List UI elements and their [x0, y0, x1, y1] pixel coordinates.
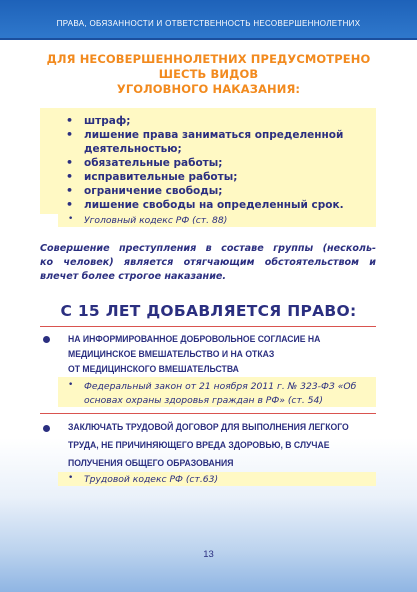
bullet-dot: [43, 425, 50, 432]
federal-law-reference-line-2: основах охраны здоровья граждан в РФ» (ст. 54): [84, 395, 323, 406]
bullet-dot: •: [66, 156, 74, 169]
labor-code-reference: Трудовой кодекс РФ (ст.63): [84, 474, 219, 485]
right-labor-contract-line-2: ТРУДА, НЕ ПРИЧИНЯЮЩЕГО ВРЕДА ЗДОРОВЬЮ, В СЛУЧАЕ: [68, 440, 330, 450]
punishment-deprivation-right-cont: деятельностью;: [84, 143, 182, 155]
punishment-imprisonment: лишение свободы на определенный срок.: [84, 199, 344, 211]
punishment-deprivation-right: лишение права заниматься определенной: [84, 129, 344, 141]
bullet-dot: •: [68, 473, 74, 483]
section-title-from-15: С 15 ЛЕТ ДОБАВЛЯЕТСЯ ПРАВО:: [60, 302, 357, 320]
bullet-dot: •: [66, 184, 74, 197]
section-divider: [40, 326, 376, 327]
bullet-dot: •: [66, 128, 74, 141]
federal-law-reference-line-1: Федеральный закон от 21 ноября 2011 г. № 323-ФЗ «Об: [84, 381, 357, 392]
section-divider: [40, 413, 376, 414]
punishment-fine: штраф;: [84, 115, 131, 127]
intro-title-line-3: УГОЛОВНОГО НАКАЗАНИЯ:: [116, 82, 301, 96]
bullet-dot: •: [66, 198, 74, 211]
running-title: ПРАВА, ОБЯЗАННОСТИ И ОТВЕТСТВЕННОСТЬ НЕСОВЕРШЕННОЛЕТНИХ: [56, 19, 361, 28]
bullet-dot: •: [68, 214, 74, 224]
punishment-compulsory-work: обязательные работы;: [84, 157, 223, 169]
bullet-dot: •: [66, 170, 74, 183]
bullet-dot: [43, 336, 50, 343]
punishment-restriction-freedom: ограничение свободы;: [84, 185, 223, 197]
punishment-correctional-work: исправительные работы;: [84, 171, 238, 183]
right-labor-contract-line-3: ПОЛУЧЕНИЯ ОБЩЕГО ОБРАЗОВАНИЯ: [68, 458, 234, 468]
group-paragraph-line-2: ко человек) является отягчающим обстоятельством и: [40, 257, 376, 268]
right-medical-consent-line-3: ОТ МЕДИЦИНСКОГО ВМЕШАТЕЛЬСТВА: [68, 364, 239, 374]
bullet-dot: •: [68, 380, 74, 390]
bullet-dot: •: [66, 114, 74, 127]
criminal-code-reference: Уголовный кодекс РФ (ст. 88): [84, 215, 228, 226]
intro-title-line-1: ДЛЯ НЕСОВЕРШЕННОЛЕТНИХ ПРЕДУСМОТРЕНО: [46, 52, 371, 66]
right-medical-consent-line-2: МЕДИЦИНСКОЕ ВМЕШАТЕЛЬСТВО И НА ОТКАЗ: [68, 349, 275, 359]
right-medical-consent-line-1: НА ИНФОРМИРОВАННОЕ ДОБРОВОЛЬНОЕ СОГЛАСИЕ НА: [68, 334, 321, 344]
right-labor-contract-line-1: ЗАКЛЮЧАТЬ ТРУДОВОЙ ДОГОВОР ДЛЯ ВЫПОЛНЕНИЯ ЛЕГКОГО: [68, 422, 349, 432]
page-number: 13: [203, 549, 214, 560]
group-paragraph-line-3: влечет более строгое наказание.: [40, 271, 227, 282]
group-paragraph-line-1: Совершение преступления в составе группы (несколь-: [40, 243, 376, 254]
intro-title-line-2: ШЕСТЬ ВИДОВ: [158, 67, 259, 81]
